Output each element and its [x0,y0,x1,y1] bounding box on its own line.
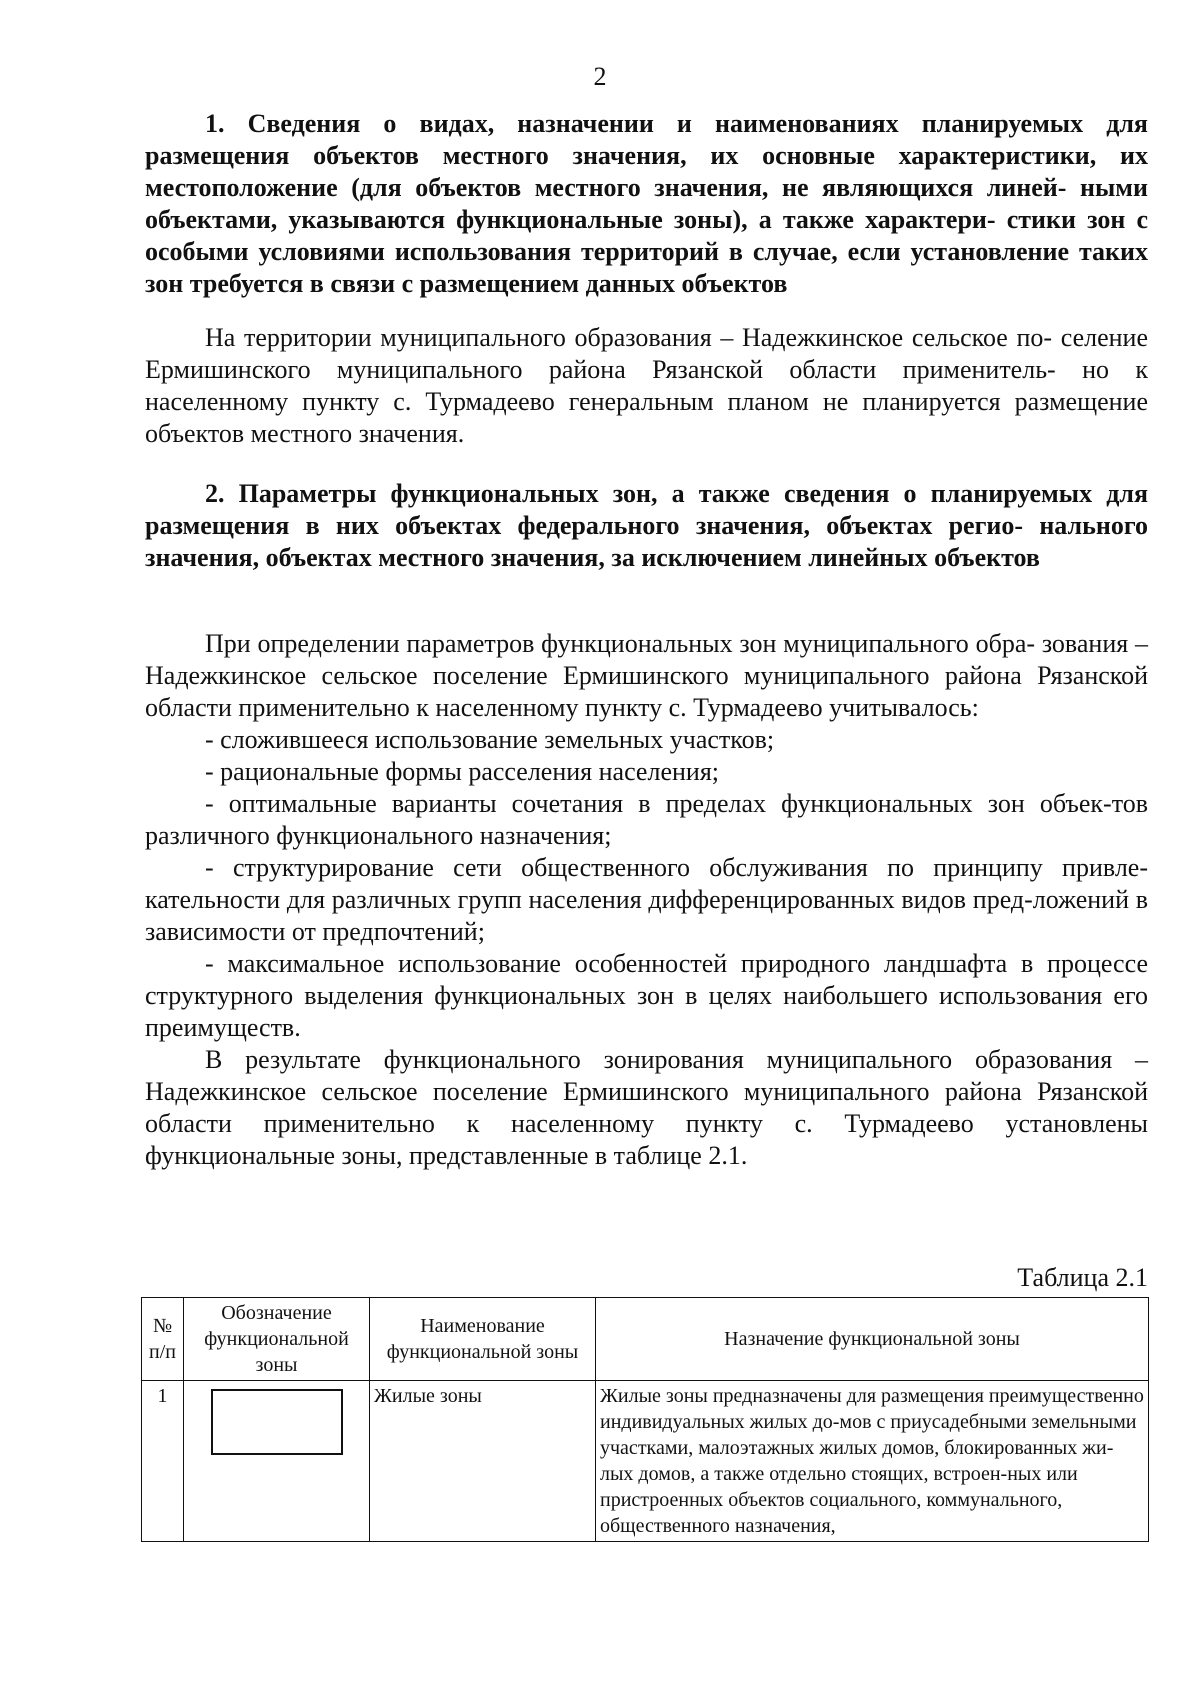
zone-symbol-box [211,1389,343,1455]
section-1-paragraph [145,322,1148,450]
section-2-heading [145,478,1148,574]
header-designation: Обозначение функциональной зоны [184,1298,370,1381]
section-2-paragraph-1 [145,628,1148,1172]
row-designation [184,1381,370,1542]
bullet-item: - сложившееся использование земельных участков; [205,725,775,754]
section-2-heading-text: 2. Параметры функциональных зон, а также сведения о планируемых для размещения в них объектах федерального значения, объектах регио- нального значения, объектах местного значения, за исключением линейных объектов [145,479,1149,572]
row-purpose: Жилые зоны предназначены для размещения преимущественно индивидуальных жилых до-мов с приусадебными земельными участками, малоэтажных жилых домов, блокированных жи-лых домов, а также отдельно стоящих, встроен-ных или пристроенных объектов социального, коммунального, общественного назначения, [596,1381,1149,1542]
table-caption: Таблица 2.1 [1017,1263,1148,1292]
section-1-heading [145,108,1148,300]
table-header-row [142,1298,1149,1381]
header-purpose: Назначение функциональной зоны [596,1298,1149,1381]
header-name: Наименование функциональной зоны [370,1298,596,1381]
row-number: 1 [142,1381,184,1542]
page-number: 2 [593,62,607,91]
section-2-paragraph-1-text: При определении параметров функциональных зон муниципального обра- зования – Надежкинское сельское поселение Ермишинского муниципального района Рязанской области применительно к населенному пункту с. Турмадеево учитывалось: [145,629,1149,722]
section-1-heading-text: 1. Сведения о видах, назначении и наименованиях планируемых для размещения объектов местного значения, их основные характеристики, их местоположение (для объектов местного значения, не являющихся линей- ными объектами, указываются функциональные зоны), а также характери- стики зон с особыми условиями использования территорий в случае, если установление таких зон требуется в связи с размещением данных объектов [145,109,1148,298]
bullet-item: - рациональные формы расселения населения; [205,757,719,786]
header-number: № п/п [142,1298,184,1381]
zones-table [141,1297,1149,1542]
table-row [142,1381,1149,1542]
row-name: Жилые зоны [370,1381,596,1542]
bullet-item: - структурирование сети общественного обслуживания по принципу привле-кательности для различных групп населения дифференцированных видов пред-ложений в зависимости от предпочтений; [145,853,1148,946]
section-2-paragraph-2-text: В результате функционального зонирования муниципального образования – Надежкинское сельское поселение Ермишинского муниципального района Рязанской области применительно к населенному пункту с. Турмадеево установлены функциональные зоны, представленные в таблице 2.1. [145,1045,1149,1170]
bullet-item: - оптимальные варианты сочетания в пределах функциональных зон объек-тов различного функционального назначения; [145,789,1148,850]
section-1-paragraph-text: На территории муниципального образования – Надежкинское сельское по- селение Ермишинского муниципального района Рязанской области применитель- но к населенному пункту с. Турмадеево генеральным планом не планируется размещение объектов местного значения. [145,323,1149,448]
bullet-item: - максимальное использование особенностей природного ландшафта в процессе структурного выделения функциональных зон в целях наибольшего использования его преимуществ. [145,949,1148,1042]
